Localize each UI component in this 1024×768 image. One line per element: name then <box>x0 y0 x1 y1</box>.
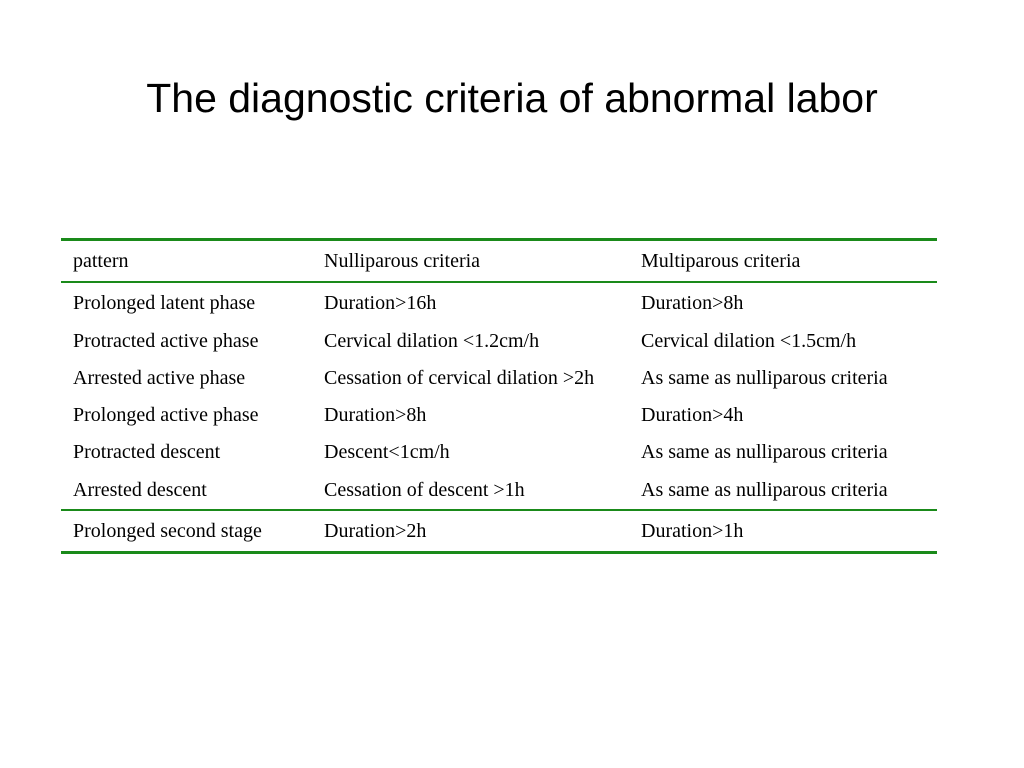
row-nulliparous: Descent<1cm/h <box>324 441 450 463</box>
criteria-table <box>61 238 937 554</box>
row-nulliparous: Cervical dilation <1.2cm/h <box>324 330 540 352</box>
table-row <box>61 283 937 323</box>
table-row <box>61 471 937 509</box>
table-row <box>61 323 937 360</box>
footer-nulliparous: Duration>2h <box>324 519 427 542</box>
row-pattern: Protracted active phase <box>73 330 259 352</box>
row-pattern: Arrested active phase <box>73 367 246 389</box>
table-row <box>61 360 937 397</box>
row-pattern: Protracted descent <box>73 441 221 463</box>
row-multiparous: As same as nulliparous criteria <box>641 441 888 463</box>
row-pattern: Prolonged latent phase <box>73 291 256 314</box>
table-row <box>61 397 937 434</box>
header-pattern: pattern <box>73 249 129 272</box>
row-multiparous: Cervical dilation <1.5cm/h <box>641 330 857 352</box>
row-multiparous: As same as nulliparous criteria <box>641 478 888 501</box>
row-nulliparous: Cessation of cervical dilation >2h <box>324 367 595 389</box>
row-multiparous: Duration>8h <box>641 291 744 314</box>
header-nulliparous: Nulliparous criteria <box>324 249 481 272</box>
slide-title: The diagnostic criteria of abnormal labor <box>146 75 878 121</box>
footer-multiparous: Duration>1h <box>641 519 744 542</box>
row-pattern: Prolonged active phase <box>73 404 259 426</box>
row-multiparous: As same as nulliparous criteria <box>641 367 888 389</box>
table-footer-row <box>61 511 937 551</box>
row-nulliparous: Cessation of descent >1h <box>324 478 525 501</box>
row-nulliparous: Duration>16h <box>324 291 437 314</box>
table-row <box>61 434 937 471</box>
row-multiparous: Duration>4h <box>641 404 744 426</box>
footer-pattern: Prolonged second stage <box>73 519 262 542</box>
table-bottom-rule <box>61 551 937 554</box>
table-header-row <box>61 241 937 281</box>
header-multiparous: Multiparous criteria <box>641 249 801 272</box>
row-nulliparous: Duration>8h <box>324 404 427 426</box>
row-pattern: Arrested descent <box>73 478 207 501</box>
